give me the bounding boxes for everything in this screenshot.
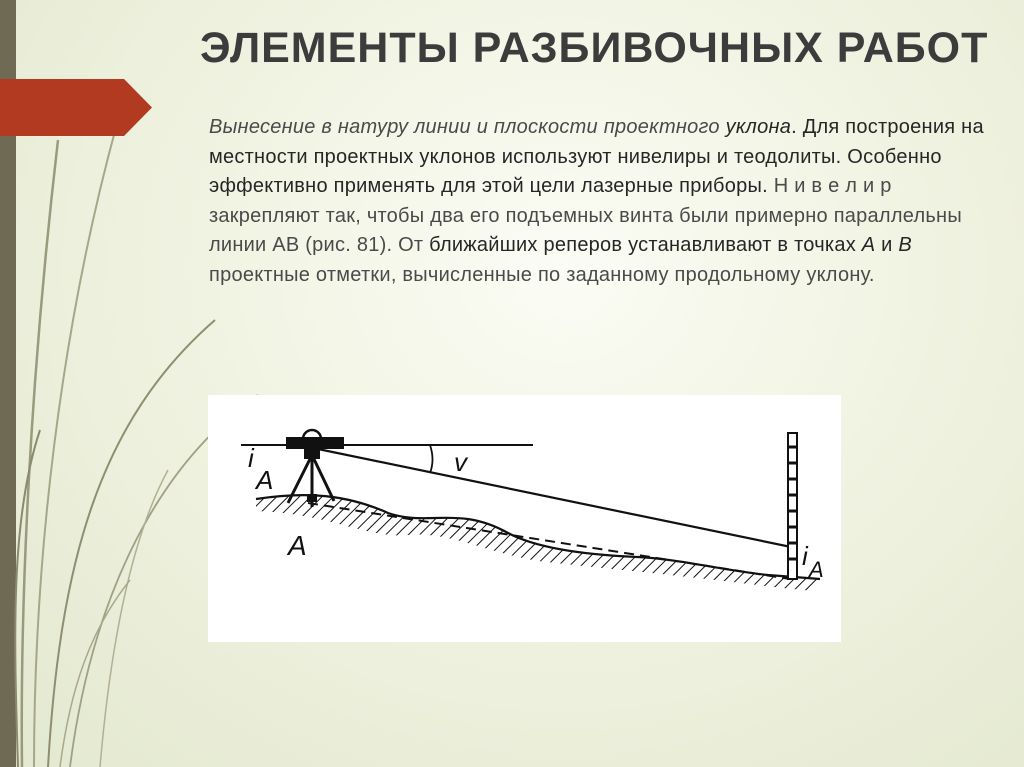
label-point-a: A <box>288 530 307 561</box>
label-i-right: i <box>802 541 808 571</box>
term-text-part2: уклона <box>725 116 792 138</box>
point-b-ref: В <box>898 234 912 256</box>
body-paragraph <box>209 113 999 290</box>
label-a-sub-left: A <box>256 465 274 495</box>
slope-diagram-figure <box>208 395 841 642</box>
slide-title: ЭЛЕМЕНТЫ РАЗБИВОЧНЫХ РАБОТ <box>200 24 989 72</box>
term-text-part1: Вынесение в натуру линии и плоскости проектного <box>209 116 726 138</box>
angle-arc <box>430 445 433 473</box>
levelling-rod <box>788 433 797 579</box>
point-a-ref: А <box>861 234 876 256</box>
conjunction: и <box>875 234 899 256</box>
sentence-1-rest: . Для построения на местности проектных уклонов используют нивелиры и теодолиты. Особенно эффективно применять для этой цели лазерные приборы. <box>209 116 984 197</box>
slope-diagram <box>208 395 841 642</box>
label-angle-v: v <box>454 447 467 477</box>
sentence-2: Н и в е л и р закрепляют так, чтобы два его подъемных винта были примерно параллельны линии АВ (рис. 81). От <box>209 175 962 256</box>
title-banner-arrow <box>0 79 152 136</box>
sentence-3-end: проектные отметки, вычисленные по заданному продольному уклону. <box>209 263 875 286</box>
label-a-sub-right: A <box>809 557 824 582</box>
ground-surface <box>256 495 820 591</box>
label-i-left: i <box>248 443 254 473</box>
sentence-3-start: ближайших реперов устанавливают в точках <box>429 234 862 256</box>
